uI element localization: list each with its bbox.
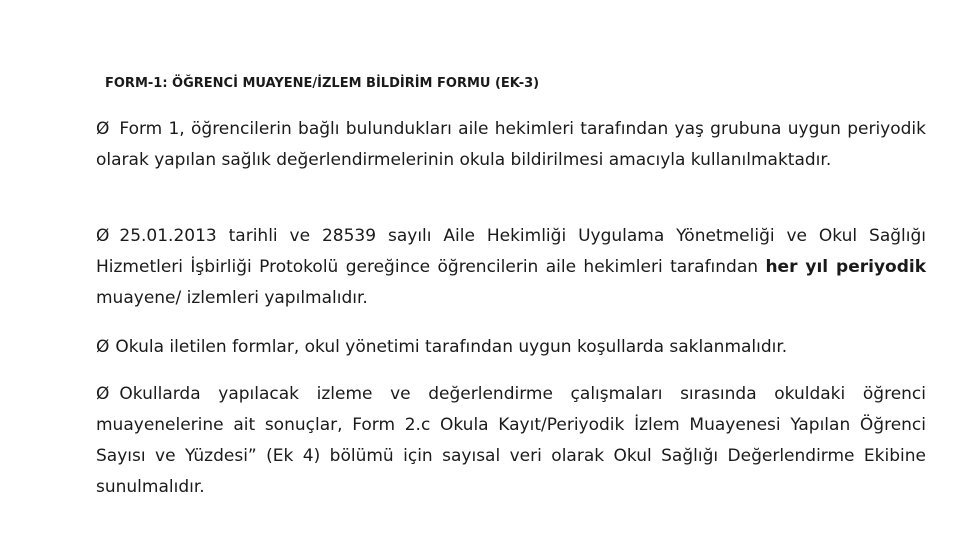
bullet-paragraph-3 [96, 332, 926, 363]
arrow-bullet-icon: Ø [96, 226, 110, 246]
bullet-text-2-end: muayene/ izlemleri yapılmalıdır. [96, 288, 368, 308]
page-title: FORM-1: ÖĞRENCİ MUAYENE/İZLEM BİLDİRİM FORMU (EK-3) [105, 76, 540, 91]
bullet-text-2-start: 25.01.2013 tarihli ve 28539 sayılı Aile Hekimliği Uygulama Yönetmeliği ve Okul Sağlığı Hizmetleri İşbirliği Protokolü gereğince öğrencilerin aile hekimleri tarafından [96, 226, 926, 277]
bullet-text-4: Okullarda yapılacak izleme ve değerlendirme çalışmaları sırasında okuldaki öğrenci muayenelerine ait sonuçlar, Form 2.c Okula Kayıt/Periyodik İzlem Muayenesi Yapılan Öğrenci Sayısı ve Yüzdesi” (Ek 4) bölümü için sayısal veri olarak Okul Sağlığı Değerlendirme Ekibine sunulmalıdır. [96, 384, 926, 497]
bullet-text-3: Okula iletilen formlar, okul yönetimi tarafından uygun koşullarda saklanmalıdır. [115, 337, 788, 357]
arrow-bullet-icon: Ø [96, 384, 110, 404]
bullet-paragraph-2 [96, 221, 926, 314]
arrow-bullet-icon: Ø [96, 119, 110, 139]
bullet-text-2-bold: her yıl periyodik [765, 257, 927, 277]
bullet-paragraph-1 [96, 114, 926, 176]
bullet-text-1: Form 1, öğrencilerin bağlı bulundukları aile hekimleri tarafından yaş grubuna uygun periyodik olarak yapılan sağlık değerlendirmelerinin okula bildirilmesi amacıyla kullanılmaktadır. [96, 119, 926, 170]
arrow-bullet-icon: Ø [96, 337, 110, 357]
bullet-paragraph-4 [96, 379, 926, 503]
